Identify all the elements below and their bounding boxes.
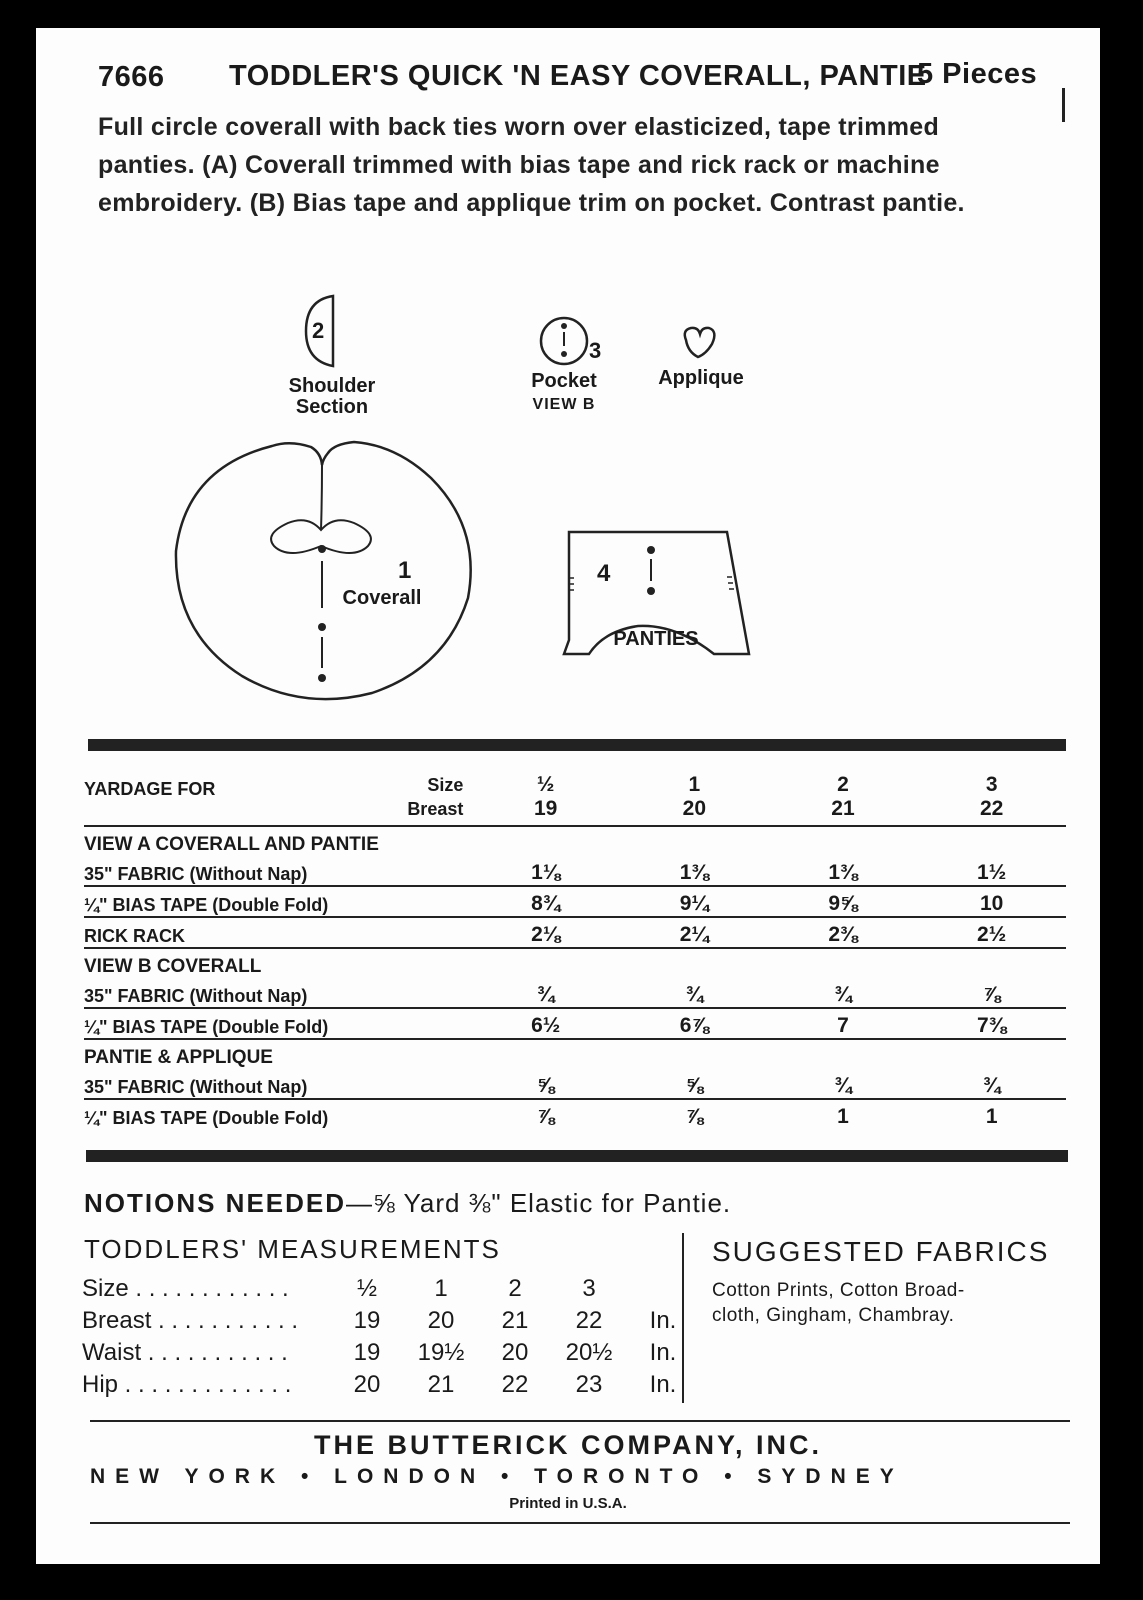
pattern-title: TODDLER'S QUICK 'N EASY COVERALL, PANTIE	[229, 60, 927, 92]
company-name: THE BUTTERICK COMPANY, INC.	[313, 1430, 822, 1460]
table-row: Size . . . . . . . . . . . . ½ 1 2 3	[82, 1275, 596, 1302]
piece-1-number: 1	[398, 557, 412, 584]
size-col-1: 1 20	[682, 773, 706, 820]
pattern-number: 7666	[98, 61, 165, 93]
company-cities: NEW YORK • LONDON • TORONTO • SYDNEY	[90, 1465, 904, 1488]
applique-label: Applique	[658, 367, 744, 389]
size-col-3: 3 22	[979, 773, 1004, 820]
pocket-label: Pocket	[531, 370, 597, 392]
footer-rule-top	[90, 1420, 1070, 1422]
table-row: ¼" BIAS TAPE (Double Fold) 6½ 6⅞ 7 7⅜	[84, 1008, 1066, 1039]
table-row: Breast . . . . . . . . . . . 19 20 21 22 In.	[82, 1307, 677, 1334]
size-col-0: ½ 19	[533, 773, 558, 820]
measurements-table	[82, 1273, 700, 1401]
size-breast-header: Size Breast	[407, 775, 464, 819]
pieces-count: 5 Pieces	[917, 58, 1038, 90]
notions-needed: NOTIONS NEEDED—⅝ Yard ⅜" Elastic for Pantie.	[84, 1188, 732, 1218]
divider-bottom	[86, 1150, 1068, 1162]
table-row: Hip . . . . . . . . . . . . . 20 21 22 23 In.	[82, 1371, 677, 1398]
panties-label: PANTIES	[613, 628, 699, 650]
table-row: 35" FABRIC (Without Nap) ¾ ¾ ¾ ⅞	[84, 978, 1066, 1008]
pattern-envelope-back	[36, 28, 1100, 1564]
section-title-row: VIEW B COVERALL	[84, 956, 262, 977]
table-row: ¼" BIAS TAPE (Double Fold) 8¾ 9¼ 9⅝ 10	[84, 886, 1066, 917]
pattern-description: Full circle coverall with back ties worn over elasticized, tape trimmed panties. (A) Coverall trimmed with bias tape and rick rack or machine embroidery. (B) Bias tape and applique trim on pocket. Contrast pantie.	[98, 113, 965, 217]
measurements-title: TODDLERS' MEASUREMENTS	[84, 1234, 501, 1264]
table-row: Waist . . . . . . . . . . . 19 19½ 20 20½ In.	[82, 1339, 677, 1366]
pocket-view-label: VIEW B	[532, 396, 596, 413]
measurements-divider	[682, 1233, 684, 1403]
piece-3-number: 3	[589, 338, 602, 363]
table-row: 35" FABRIC (Without Nap) ⅝ ⅝ ¾ ¾	[84, 1069, 1066, 1099]
yardage-table	[84, 773, 1066, 1129]
coverall-piece	[176, 442, 471, 699]
table-row: RICK RACK 2⅛ 2¼ 2⅜ 2½	[84, 917, 1066, 948]
piece-4-number: 4	[597, 560, 611, 587]
section-title-row: PANTIE & APPLIQUE	[84, 1047, 273, 1068]
section-title-row: VIEW A COVERALL AND PANTIE	[84, 834, 379, 855]
footer-rule-bottom	[90, 1522, 1070, 1524]
divider-top	[88, 739, 1066, 751]
size-col-2: 2 21	[831, 773, 855, 820]
table-header-row	[84, 773, 1066, 821]
coverall-label: Coverall	[342, 587, 422, 609]
shoulder-section-label: Shoulder Section	[288, 375, 376, 418]
pocket-piece	[541, 318, 587, 364]
yardage-for-label: YARDAGE FOR	[84, 779, 216, 799]
table-row: ¼" BIAS TAPE (Double Fold) ⅞ ⅞ 1 1	[84, 1105, 998, 1128]
table-row: 35" FABRIC (Without Nap) 1⅛ 1⅜ 1⅜ 1½	[84, 856, 1066, 886]
printed-in: Printed in U.S.A.	[509, 1495, 627, 1512]
suggested-fabrics-title: SUGGESTED FABRICS	[712, 1236, 1050, 1267]
applique-piece	[685, 328, 715, 357]
suggested-fabrics-text: Cotton Prints, Cotton Broad- cloth, Gingham, Chambray.	[712, 1280, 965, 1326]
piece-2-number: 2	[312, 318, 325, 343]
